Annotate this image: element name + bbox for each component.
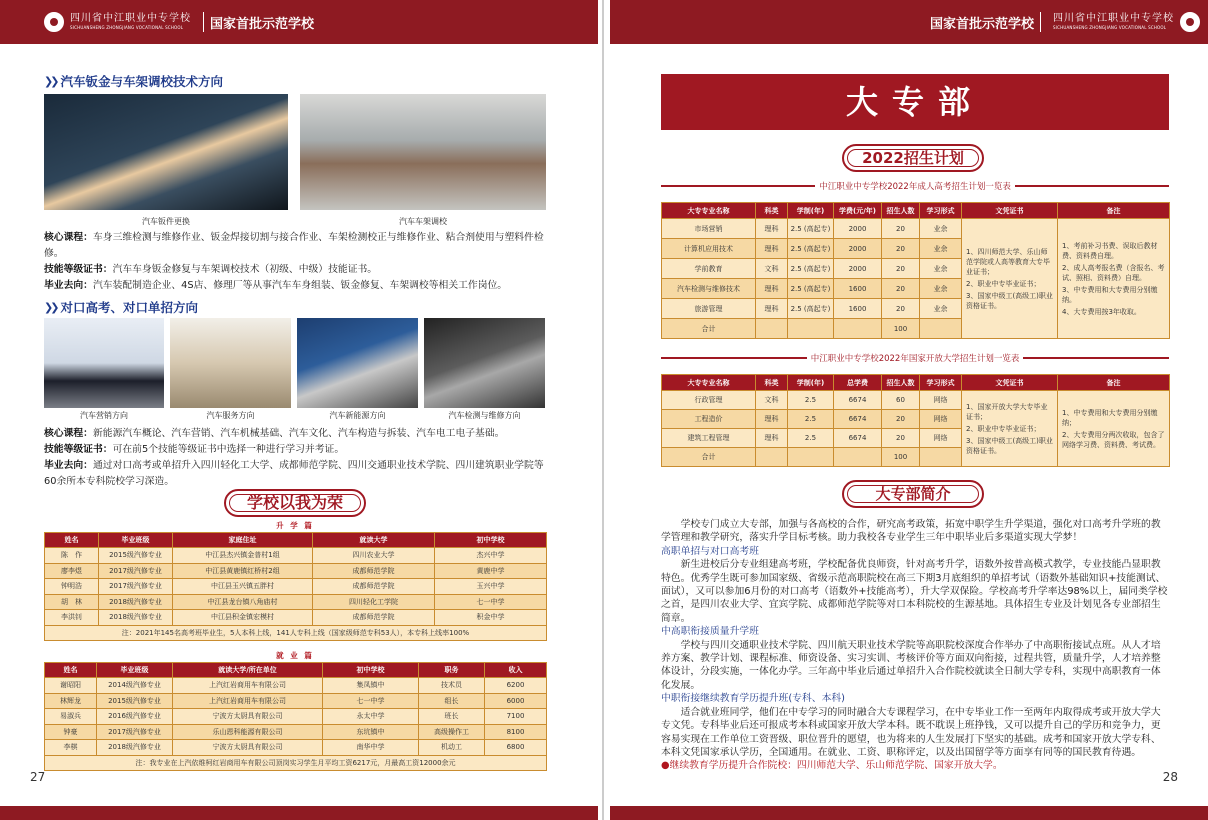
intro-paragraph: 新生进校后分专业组建高考班，学校配备优良师资，针对高考升学，语数外按普高模式教学，专业技能凸显职教特色。优秀学生既可参加国家级、省级示范高职院校在高三下期3月底组织的单招考试（语数外基础知识+技能测试、面试），又可以参加6月份的对口高考（语数外+技能高考），升大学双保险。学校高考升学率达98%以上，届同类学校之首，是四川农业大学、宜宾学院、成都师范学院等对口本科院校的生源基地。具体招生专业及计划见各专业部招生简章。: [661, 559, 1168, 624]
column-header: 学习形式: [920, 203, 962, 219]
honor-title: 学校以我为荣: [224, 489, 366, 517]
table-cell: 玉兴中学: [435, 579, 547, 595]
table-cell: 理科: [756, 279, 788, 299]
table-note: 注：我专业在上汽依维柯红岩商用车有限公司顶岗实习学生月平均工资6217元，月最高工资12000余元: [45, 755, 547, 771]
table-cell: 2016级汽修专业: [97, 709, 173, 725]
table-cell: 2014级汽修专业: [97, 678, 173, 694]
column-header: 备注: [1058, 375, 1170, 391]
column-header: 职务: [419, 663, 485, 678]
school-logo-icon: [44, 12, 64, 32]
table-cell: 旅游管理: [662, 299, 756, 319]
department-banner: 大专部: [661, 74, 1169, 130]
school-name: 四川省中江职业中专学校: [70, 13, 191, 24]
photo-panel-replacement: [44, 94, 288, 210]
label: 毕业去向：: [44, 460, 93, 471]
table-cell: 钟豪: [45, 724, 97, 740]
table-cell: 高级操作工: [419, 724, 485, 740]
section1-details: [44, 230, 550, 294]
table-cell: 2.5: [788, 429, 834, 448]
header-divider: [1040, 12, 1041, 32]
table-title-text: 中江职业中专学校2022年成人高考招生计划一览表: [819, 182, 1011, 192]
table-cell: 6674: [834, 429, 882, 448]
table-cell: 机动工: [419, 740, 485, 756]
table-cell: 7100: [485, 709, 547, 725]
value: 新能源汽车概论、汽车营销、汽车机械基础、汽车文化、汽车构造与拆装、汽车电工电子基础。: [92, 428, 505, 439]
photo-caption: 汽车检测与维修方向: [448, 411, 521, 420]
table-subtitle: 升 学 篇: [276, 521, 314, 530]
table-cell: 上汽红岩商用车有限公司: [173, 693, 323, 709]
employment-table: [44, 662, 547, 771]
intro-paragraph: 学校专门成立大专部，加强与各高校的合作，研究高考政策，拓宽中职学生升学渠道，强化对口高考升学班的教学管理和教学研究，落实升学目标考核。助力我校各专业学生三年中职毕业后多渠道实现大学梦！: [661, 519, 1161, 544]
table-cell: 七一中学: [435, 594, 547, 610]
remark-item: 1、考前补习书费、误取后教材费、资料费自理。: [1062, 241, 1158, 260]
table-cell: 6000: [485, 693, 547, 709]
column-header: 学制(年): [788, 203, 834, 219]
table-title: [661, 352, 1169, 364]
table-cell: 20: [882, 299, 920, 319]
table-cell: 业余: [920, 299, 962, 319]
table-cell: 杰兴中学: [435, 548, 547, 564]
table-cell: 谢昭阳: [45, 678, 97, 694]
school-name-block: [1053, 14, 1174, 30]
photo-caption: 汽车车架调校: [399, 217, 447, 226]
table-cell: 工程造价: [662, 410, 756, 429]
table-row: [45, 693, 547, 709]
open-university-plan-table: [661, 374, 1170, 467]
table-row: [45, 563, 547, 579]
total-value: 100: [882, 448, 920, 467]
table-cell: 60: [882, 391, 920, 410]
table-cell: 2015级汽修专业: [99, 548, 173, 564]
photo-caption: 汽车服务方向: [206, 411, 255, 420]
table-cell: 6800: [485, 740, 547, 756]
table-cell: 2.5 (高起专): [788, 239, 834, 259]
certificate-item: 3、国家中级工(高级工)职业资格证书。: [966, 436, 1053, 455]
table-cell: 业余: [920, 239, 962, 259]
table-cell: 李棋: [45, 740, 97, 756]
remarks-cell: [1058, 219, 1170, 339]
remark-item: 2、大专费用分两次收取，包含了网络学习费、资料费、考试费。: [1062, 430, 1165, 449]
column-header: 总学费: [834, 375, 882, 391]
photo-caption: 汽车新能源方向: [329, 411, 386, 420]
intro-paragraph: 适合就业班同学，他们在中专学习的同时融合大专课程学习，在中专毕业工作一至两年内取得成考或开放大学大专文凭。专科毕业后还可报成考本科或国家开放大学本科。既不耽误上班挣钱，又可以提升自己的学历和竞争力，更容易实现在工作单位工资晋级、职位晋升的愿望，也为将来的人生发展打下坚实的基础。成考和国家开放大学专科、本科文凭国家承认学历，全国通用。在就业、工资、职称评定，以及出国留学等方面享有同等的国民教育待遇。: [661, 706, 1161, 758]
table-cell: 班长: [419, 709, 485, 725]
table-cell: 行政管理: [662, 391, 756, 410]
table-cell: 汽车检测与维修技术: [662, 279, 756, 299]
table-cell: 永太中学: [323, 709, 419, 725]
column-header: 初中学校: [435, 533, 547, 548]
table-cell: 东坑镇中: [323, 724, 419, 740]
table-row: [45, 740, 547, 756]
value: 汽车装配制造企业、4S店、修理厂等从事汽车车身组装、钣金修复、车架调校等相关工作岗位。: [92, 280, 508, 291]
table-cell: 业余: [920, 259, 962, 279]
table-title-text: 中江职业中专学校2022年国家开放大学招生计划一览表: [810, 354, 1020, 364]
table-cell: 林辉龙: [45, 693, 97, 709]
table-cell: 胡 林: [45, 594, 99, 610]
rule-line: [1015, 185, 1169, 187]
table-cell: 陈 作: [45, 548, 99, 564]
photo-service: [170, 318, 291, 408]
table-cell: 积金中学: [435, 610, 547, 626]
table-cell: 2.5 (高起专): [788, 219, 834, 239]
table-cell: 2.5 (高起专): [788, 259, 834, 279]
page-number: 27: [30, 770, 46, 784]
section-heading: [44, 298, 198, 316]
table-cell: 成都师范学院: [313, 563, 435, 579]
remark-item: 1、中专费用和大专费用分别缴纳；: [1062, 408, 1158, 427]
column-header: 收入: [485, 663, 547, 678]
school-name-block: [70, 14, 191, 30]
section-heading-text: 对口高考、对口单招方向: [60, 300, 198, 315]
table-cell: 网络: [920, 429, 962, 448]
table-cell: 业余: [920, 219, 962, 239]
certificate-item: 3、国家中级工(高级工)职业资格证书。: [966, 291, 1053, 310]
column-header: 毕业班级: [99, 533, 173, 548]
school-name-en: SICHUANSHENG ZHONGJIANG VOCATIONAL SCHOOL: [1053, 25, 1167, 30]
school-name-en: SICHUANSHENG ZHONGJIANG VOCATIONAL SCHOOL: [70, 25, 184, 30]
left-page: [0, 44, 598, 806]
table-cell: 钟明浩: [45, 579, 99, 595]
column-header: 学制(年): [788, 375, 834, 391]
intro-text: [661, 518, 1169, 773]
table-cell: 20: [882, 219, 920, 239]
table-cell: 2018级汽修专业: [99, 610, 173, 626]
remarks-cell: [1058, 391, 1170, 467]
table-cell: 20: [882, 239, 920, 259]
table-row: [45, 579, 547, 595]
table-cell: 文科: [756, 391, 788, 410]
header-bar-right: [610, 0, 1208, 44]
header-divider: [203, 12, 204, 32]
subsection-heading: 中高职衔接质量升学班: [661, 626, 759, 638]
table-cell: 2018级汽修专业: [97, 740, 173, 756]
table-cell: 2.5 (高起专): [788, 299, 834, 319]
table-cell: 七一中学: [323, 693, 419, 709]
table-cell: 2018级汽修专业: [99, 594, 173, 610]
value: 可在前5个技能等级证书中选择一种进行学习并考证。: [112, 444, 345, 455]
table-cell: 李洪钊: [45, 610, 99, 626]
photo-frame-alignment: [300, 94, 546, 210]
double-arrow-icon: ❯❯: [44, 300, 57, 314]
subsection-heading: 高职单招与对口高考班: [661, 545, 759, 557]
column-header: 初中学校: [323, 663, 419, 678]
table-cell: 计算机应用技术: [662, 239, 756, 259]
skill-certificate: [44, 262, 550, 278]
table-cell: 成都师范学院: [313, 579, 435, 595]
certificate-item: 1、四川师范大学、乐山师范学院或人高等教育大专毕业证书；: [966, 247, 1050, 276]
remark-item: 3、中专费用和大专费用分别缴纳。: [1062, 285, 1158, 304]
certificate-cell: [962, 219, 1058, 339]
label: 技能等级证书：: [44, 444, 113, 455]
table-cell: 20: [882, 259, 920, 279]
column-header: 文凭证书: [962, 203, 1058, 219]
footer-bar-left: [0, 806, 598, 820]
column-header: 姓名: [45, 533, 99, 548]
table-cell: 建筑工程管理: [662, 429, 756, 448]
subsection-heading: 中职衔接继续教育学历提升班(专科、本科): [661, 693, 845, 705]
section-heading-text: 汽车钣金与车架调校技术方向: [60, 74, 223, 89]
table-cell: 2017级汽修专业: [99, 579, 173, 595]
column-header: 科类: [756, 375, 788, 391]
column-header: 大专专业名称: [662, 203, 756, 219]
table-cell: [788, 319, 834, 339]
table-cell: 6200: [485, 678, 547, 694]
table-cell: 理科: [756, 410, 788, 429]
table-cell: 2.5 (高起专): [788, 279, 834, 299]
table-row: [45, 548, 547, 564]
total-label: 合计: [662, 448, 756, 467]
partner-schools-note: ●继续教育学历提升合作院校：四川师范大学、乐山师范学院、国家开放大学。: [661, 760, 1003, 772]
rule-line: [1023, 357, 1169, 359]
photo-inspection: [424, 318, 545, 408]
table-row: [662, 219, 1170, 239]
table-cell: 2015级汽修专业: [97, 693, 173, 709]
table-cell: 乐山恩科能源有限公司: [173, 724, 323, 740]
table-cell: 黄鹿中学: [435, 563, 547, 579]
table-cell: 四川轻化工学院: [313, 594, 435, 610]
page-spine: [602, 0, 604, 820]
column-header: 就读大学: [313, 533, 435, 548]
table-note: 注：2021年145名高考班毕业生，5人本科上线，141人专科上线（国家级师范专科53人），本专科上线率100%: [45, 625, 547, 641]
table-cell: [756, 448, 788, 467]
certificate-item: 1、国家开放大学大专毕业证书；: [966, 402, 1048, 421]
header-title: 国家首批示范学校: [929, 16, 1034, 32]
graduate-destination: [44, 278, 550, 294]
label: 技能等级证书：: [44, 264, 113, 275]
table-cell: 成都师范学院: [313, 610, 435, 626]
column-header: 毕业班级: [97, 663, 173, 678]
table-cell: 2000: [834, 239, 882, 259]
table-cell: 2017级汽修专业: [99, 563, 173, 579]
table-cell: [834, 319, 882, 339]
header-bar-left: [0, 0, 598, 44]
table-cell: [756, 319, 788, 339]
footer-bar-right: [610, 806, 1208, 820]
label: 毕业去向：: [44, 280, 93, 291]
certificate-item: 2、职业中专毕业证书；: [966, 279, 1041, 288]
rule-line: [661, 185, 815, 187]
table-cell: 技术员: [419, 678, 485, 694]
column-header: 备注: [1058, 203, 1170, 219]
column-header: 学习形式: [920, 375, 962, 391]
table-cell: [788, 448, 834, 467]
table-cell: 中江县黄鹿镇红桥村2组: [173, 563, 313, 579]
certificate-item: 2、职业中专毕业证书；: [966, 424, 1041, 433]
skill-certificate: [44, 442, 550, 458]
table-cell: 理科: [756, 239, 788, 259]
table-cell: 市场营销: [662, 219, 756, 239]
remark-item: 2、成人高考报名费（含报名、考试、照相、资料费）自理。: [1062, 263, 1165, 282]
table-cell: 文科: [756, 259, 788, 279]
label: 核心课程：: [44, 428, 93, 439]
table-row: [45, 610, 547, 626]
photo-marketing: [44, 318, 164, 408]
table-cell: 理科: [756, 299, 788, 319]
intro-title: 大专部简介: [842, 480, 984, 508]
certificate-cell: [962, 391, 1058, 467]
table-title: [661, 180, 1169, 192]
table-subtitle: 就 业 篇: [276, 651, 314, 660]
table-cell: 8100: [485, 724, 547, 740]
table-row: [45, 724, 547, 740]
table-cell: 中江县玉兴镇五胖村: [173, 579, 313, 595]
graduate-destination: [44, 458, 550, 490]
column-header: 科类: [756, 203, 788, 219]
column-header: 大专专业名称: [662, 375, 756, 391]
table-cell: 网络: [920, 410, 962, 429]
photo-caption: 汽车营销方向: [80, 411, 128, 420]
table-note-row: [45, 625, 547, 641]
core-courses: [44, 230, 550, 262]
page-number: 28: [1162, 770, 1178, 784]
table-cell: 2017级汽修专业: [97, 724, 173, 740]
table-row: [662, 391, 1170, 410]
total-value: 100: [882, 319, 920, 339]
table-cell: 20: [882, 279, 920, 299]
table-row: [45, 594, 547, 610]
table-cell: 理科: [756, 429, 788, 448]
header-title: 国家首批示范学校: [210, 16, 315, 32]
core-courses: [44, 426, 550, 442]
table-cell: 2.5: [788, 391, 834, 410]
intro-paragraph: 学校与四川交通职业技术学院、四川航天职业技术学院等高职院校深度合作举办了中高职衔接试点班。从人才培养方案、教学计划、课程标准、师资设备、实习实训、考核评价等方面双向衔接，过程共管，质量升学，人才培养整体设计，分段实施，一体化办学。三年高中毕业后通过单招升入合作院校就读全日制大学专科，实现中高职教育一体化发展。: [661, 639, 1161, 691]
table-cell: 学前教育: [662, 259, 756, 279]
table-row: [45, 709, 547, 725]
table-row: [45, 678, 547, 694]
table-cell: 上汽红岩商用车有限公司: [173, 678, 323, 694]
value: 汽车车身钣金修复与车架调校技术（初级、中级）技能证书。: [112, 264, 378, 275]
column-header: 就读大学/所在单位: [173, 663, 323, 678]
rule-line: [661, 357, 807, 359]
column-header: 文凭证书: [962, 375, 1058, 391]
table-cell: 中江县杰兴镇金普村1组: [173, 548, 313, 564]
table-cell: 网络: [920, 391, 962, 410]
table-cell: 2000: [834, 259, 882, 279]
plan-title: 2022招生计划: [842, 144, 984, 172]
table-cell: 南华中学: [323, 740, 419, 756]
column-header: 招生人数: [882, 203, 920, 219]
value: 车身三维检测与维修作业、钣金焊接切割与接合作业、车架检测校正与维修作业、粘合剂使用与塑料件检修。: [44, 232, 544, 259]
table-cell: 易淑兵: [45, 709, 97, 725]
table-note-row: [45, 755, 547, 771]
school-logo-icon: [1180, 12, 1200, 32]
table-cell: [920, 319, 962, 339]
column-header: 家庭住址: [173, 533, 313, 548]
table-cell: 20: [882, 429, 920, 448]
table-cell: 集凤镇中: [323, 678, 419, 694]
label: 核心课程：: [44, 232, 93, 243]
photo-caption: 汽车钣件更换: [142, 217, 190, 226]
further-study-table: [44, 532, 547, 641]
column-header: 姓名: [45, 663, 97, 678]
table-cell: 1600: [834, 299, 882, 319]
right-page: [610, 44, 1208, 806]
section2-details: [44, 426, 550, 490]
double-arrow-icon: ❯❯: [44, 74, 57, 88]
table-cell: 宁波方太厨具有限公司: [173, 740, 323, 756]
table-cell: 6674: [834, 391, 882, 410]
table-cell: 中江县龙台镇八角庙村: [173, 594, 313, 610]
table-cell: 组长: [419, 693, 485, 709]
photo-new-energy: [297, 318, 418, 408]
table-cell: 1600: [834, 279, 882, 299]
adult-exam-plan-table: [661, 202, 1170, 339]
table-cell: 中江县积金镇宏模村: [173, 610, 313, 626]
table-cell: [834, 448, 882, 467]
table-cell: 廖李煜: [45, 563, 99, 579]
table-cell: 宁波方太厨具有限公司: [173, 709, 323, 725]
table-cell: 业余: [920, 279, 962, 299]
school-name: 四川省中江职业中专学校: [1053, 13, 1174, 24]
column-header: 招生人数: [882, 375, 920, 391]
table-cell: 20: [882, 410, 920, 429]
table-cell: 四川农业大学: [313, 548, 435, 564]
table-cell: 2.5: [788, 410, 834, 429]
section-heading: [44, 72, 223, 90]
value: 通过对口高考或单招升入四川轻化工大学、成都师范学院、四川交通职业技术学院、四川建筑职业学院等60余所本专科院校学习深造。: [44, 460, 544, 487]
column-header: 学费(元/年): [834, 203, 882, 219]
total-label: 合计: [662, 319, 756, 339]
table-cell: 理科: [756, 219, 788, 239]
table-cell: [920, 448, 962, 467]
remark-item: 4、大专费用按3年收取。: [1062, 307, 1141, 316]
table-cell: 2000: [834, 219, 882, 239]
table-cell: 6674: [834, 410, 882, 429]
